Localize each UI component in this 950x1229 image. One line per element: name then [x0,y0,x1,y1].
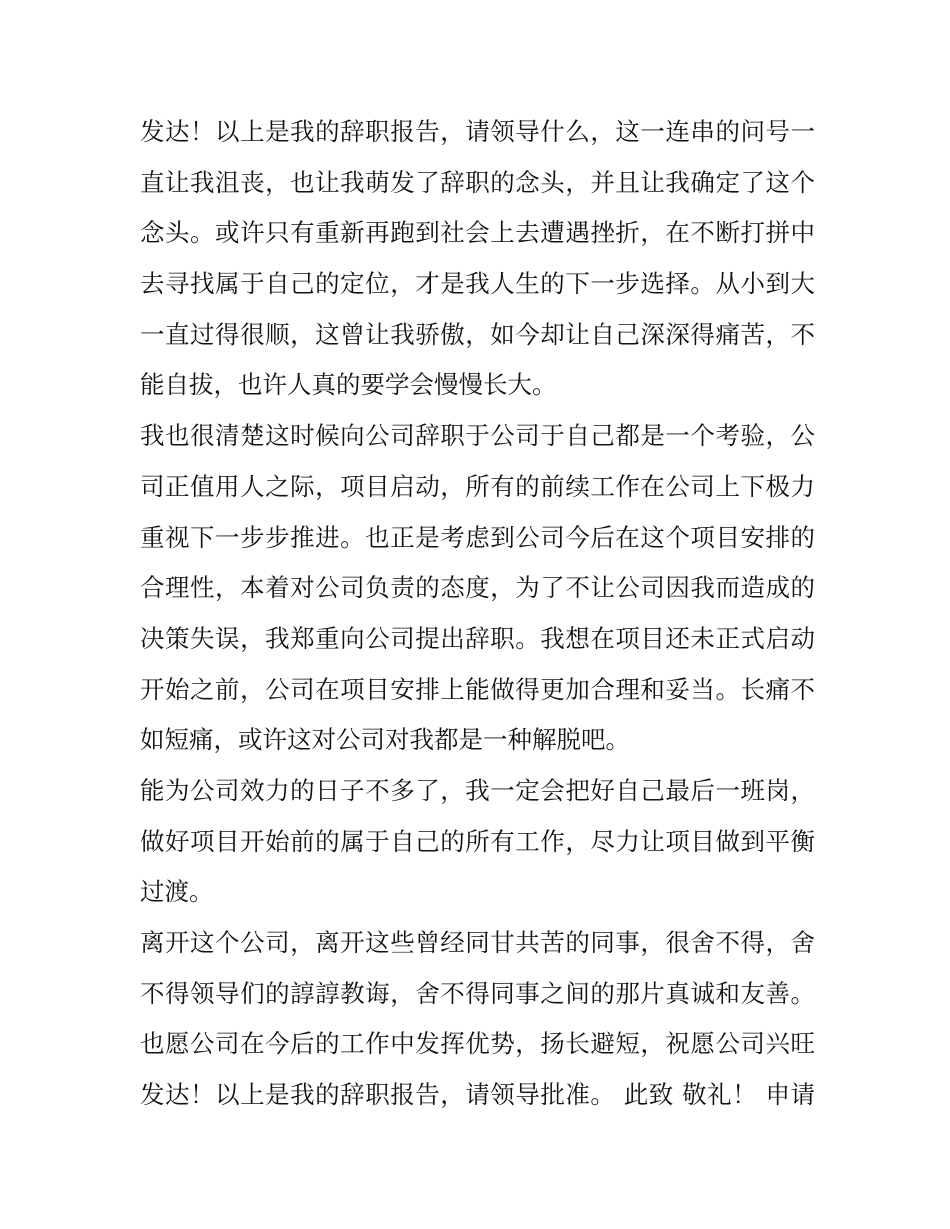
text-line: 能为公司效力的日子不多了，我一定会把好自己最后一班岗， [140,775,815,805]
text-line: 发达！以上是我的辞职报告，请领导批准。 此致 敬礼！ 申请 [140,1080,815,1110]
text-line: 不得领导们的諄諄教诲，舍不得同事之间的那片真诚和友善。 [140,978,815,1008]
text-line: 开始之前，公司在项目安排上能做得更加合理和妥当。长痛不 [140,674,815,704]
paragraph [140,107,815,411]
text-line: 念头。或许只有重新再跑到社会上去遭遇挫折，在不断打拼中 [140,218,815,248]
text-line: 也愿公司在今后的工作中发挥优势，扬长避短，祝愿公司兴旺 [140,1029,815,1059]
text-line: 我也很清楚这时候向公司辞职于公司于自己都是一个考验，公 [140,421,815,451]
text-line: 能自拔，也许人真的要学会慢慢长大。 [140,370,557,400]
text-line: 直让我沮丧，也让我萌发了辞职的念头，并且让我确定了这个 [140,167,815,197]
text-line: 过渡。 [140,877,214,907]
text-line: 做好项目开始前的属于自己的所有工作，尽力让项目做到平衡 [140,826,815,856]
text-line: 去寻找属于自己的定位，才是我人生的下一步选择。从小到大 [140,269,815,299]
text-line: 如短痛，或许这对公司对我都是一种解脱吧。 [140,725,630,755]
text-line: 重视下一步步推进。也正是考虑到公司今后在这个项目安排的 [140,522,815,552]
text-line: 合理性，本着对公司负责的态度，为了不让公司因我而造成的 [140,573,815,603]
text-line: 司正值用人之际，项目启动，所有的前续工作在公司上下极力 [140,471,815,501]
text-line: 决策失误，我郑重向公司提出辞职。我想在项目还未正式启动 [140,623,815,653]
paragraph [140,766,815,918]
text-line: 发达！以上是我的辞职报告，请领导什么，这一连串的问号一 [140,117,815,146]
text-line: 一直过得很顺，这曾让我骄傲，如今却让自己深深得痛苦，不 [140,319,815,349]
document-body [140,107,815,1121]
paragraph [140,918,815,1121]
paragraph [140,411,815,766]
text-line: 离开这个公司，离开这些曾经同甘共苦的同事，很舍不得，舍 [140,928,815,957]
